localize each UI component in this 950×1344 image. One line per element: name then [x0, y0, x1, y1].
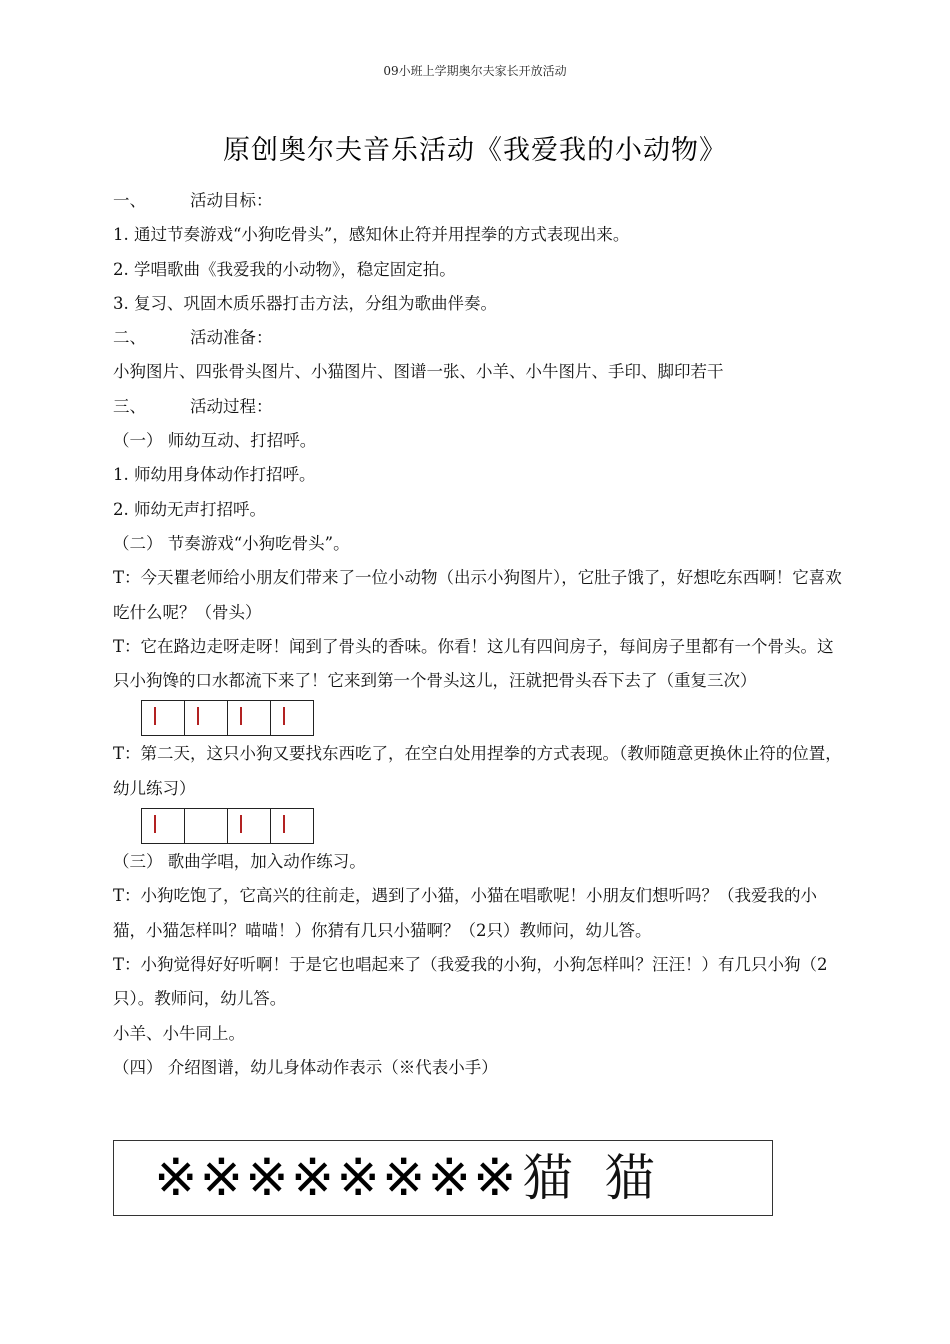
- step-item: 2. 师幼无声打招呼。: [113, 499, 266, 519]
- hand-symbol: ※: [290, 1148, 335, 1208]
- subsection-number: （一）: [113, 431, 163, 451]
- hand-symbol: ※: [336, 1148, 380, 1208]
- hand-symbol: ※: [473, 1148, 517, 1208]
- paragraph: T：小狗觉得好好听啊！于是它也唱起来了（我爱我的小狗，小狗怎样叫？汪汪！）有几只小狗（2只）。教师问，幼儿答。: [113, 954, 828, 1009]
- paragraph: T：小狗吃饱了，它高兴的往前走，遇到了小猫，小猫在唱歌呢！小朋友们想听吗？（我爱我的小猫，小猫怎样叫？喵喵！）你猜有几只小猫啊？（2只）教师问，幼儿答。: [113, 886, 818, 940]
- beat-cell-bone: [271, 809, 314, 844]
- paragraph: T：今天瞿老师给小朋友们带来了一位小动物（出示小狗图片），它肚子饿了，好想吃东西啊！它喜欢吃什么呢？（骨头）: [113, 568, 842, 622]
- subsection-heading-3: [113, 845, 843, 879]
- beat-cell-bone: [185, 701, 228, 736]
- subsection-heading-1: [113, 424, 843, 458]
- hand-symbol: ※: [381, 1148, 426, 1208]
- subsection-heading-4: [113, 1051, 843, 1085]
- score-chart: [113, 1140, 773, 1216]
- beat-mark: [240, 707, 242, 725]
- document-body: [113, 184, 843, 1085]
- section-heading-preparation: [113, 321, 843, 355]
- page-header: 09小班上学期奥尔夫家长开放活动: [383, 64, 567, 78]
- beat-cell-bone: [228, 809, 271, 844]
- page-title: 原创奥尔夫音乐活动《我爱我的小动物》: [223, 135, 727, 166]
- paragraph: T：它在路边走呀走呀！闻到了骨头的香味。你看！这儿有四间房子，每间房子里都有一个骨头。这只小狗馋的口水都流下来了！它来到第一个骨头这儿，汪就把骨头吞下去了（重复三次）: [113, 636, 834, 691]
- beat-cell-bone: [228, 701, 271, 736]
- section-number: 二、: [113, 328, 146, 348]
- section-number: 一、: [113, 191, 146, 210]
- paragraph: 小羊、小牛同上。: [113, 1023, 245, 1043]
- section-number: 三、: [113, 396, 146, 416]
- hand-symbol: ※: [199, 1148, 244, 1208]
- subsection-number: （四）: [113, 1057, 163, 1077]
- beat-cell-rest: [185, 809, 228, 844]
- subsection-label: 歌曲学唱，加入动作练习。: [167, 852, 366, 872]
- subsection-number: （二）: [113, 533, 163, 553]
- section-label: 活动目标：: [190, 191, 273, 210]
- subsection-label: 节奏游戏“小狗吃骨头”。: [167, 533, 350, 553]
- step-item: 1. 师幼用身体动作打招呼。: [113, 465, 316, 485]
- subsection-label: 师幼互动、打招呼。: [167, 431, 317, 451]
- subsection-number: （三）: [113, 852, 163, 872]
- beat-mark: [283, 707, 285, 725]
- hand-symbol: ※: [245, 1148, 289, 1208]
- section-heading-goals: [113, 184, 843, 218]
- beat-mark: [240, 815, 242, 833]
- rhythm-grid-2: [141, 808, 843, 845]
- beat-mark: [283, 815, 285, 833]
- hand-symbol: ※: [427, 1148, 472, 1208]
- goal-item: 3. 复习、巩固木质乐器打击方法，分组为歌曲伴奏。: [113, 293, 497, 313]
- rhythm-grid-1: [141, 700, 843, 737]
- beat-mark: [197, 707, 199, 725]
- beat-cell-bone: [142, 809, 185, 844]
- score-word: 猫: [604, 1149, 655, 1207]
- goal-item: 2. 学唱歌曲《我爱我的小动物》，稳定固定拍。: [113, 259, 456, 279]
- score-word: 猫: [522, 1149, 573, 1207]
- beat-mark: [154, 815, 156, 833]
- goal-item: 1. 通过节奏游戏“小狗吃骨头”，感知休止符并用捏拳的方式表现出来。: [113, 225, 630, 245]
- section-heading-process: [113, 390, 843, 424]
- subsection-heading-2: [113, 527, 843, 561]
- beat-mark: [154, 707, 156, 725]
- section-label: 活动过程：: [190, 396, 273, 416]
- hand-symbol: ※: [154, 1148, 198, 1208]
- beat-cell-bone: [142, 701, 185, 736]
- beat-cell-bone: [271, 701, 314, 736]
- materials-list: 小狗图片、四张骨头图片、小猫图片、图谱一张、小羊、小牛图片、手印、脚印若干: [113, 362, 724, 382]
- section-label: 活动准备：: [190, 328, 273, 348]
- paragraph: T：第二天，这只小狗又要找东西吃了，在空白处用捏拳的方式表现。（教师随意更换休止符的位置，幼儿练习）: [113, 744, 842, 798]
- subsection-label: 介绍图谱，幼儿身体动作表示（※代表小手）: [167, 1057, 498, 1077]
